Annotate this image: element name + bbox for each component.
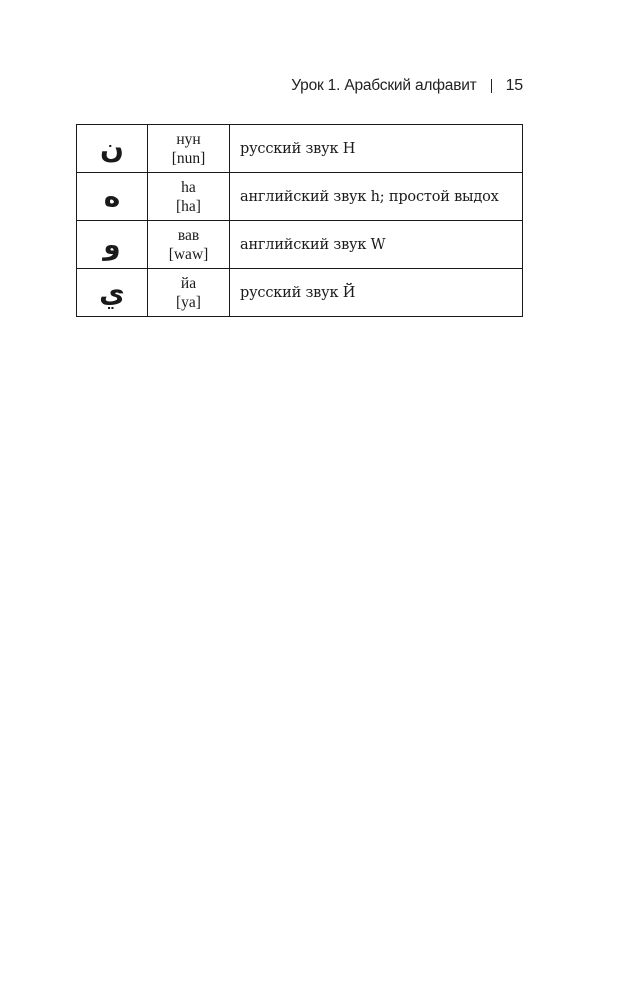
letter-description: русский звук Й [230,269,523,317]
letter-transliteration: [nun] [171,149,206,167]
arabic-glyph: ن [100,131,124,165]
arabic-glyph: ي [99,275,125,309]
header-separator [491,79,492,93]
letter-name: нун [176,130,201,148]
running-head [291,74,523,98]
arabic-letter [77,125,148,173]
letter-name-cell [148,173,230,221]
letter-name-cell [148,221,230,269]
letter-name: йа [180,274,197,292]
letter-name: ha [181,178,196,196]
arabic-glyph: و [103,227,121,261]
page-number: 15 [505,77,523,94]
arabic-letter [77,173,148,221]
letter-transliteration: [waw] [168,245,209,263]
letter-description: английский звук h; простой выдох [230,173,523,221]
letter-description: русский звук Н [230,125,523,173]
table-row [77,269,523,317]
arabic-glyph: ه [103,179,121,213]
letter-name-cell [148,269,230,317]
table-row [77,173,523,221]
letter-transliteration: [ha] [176,197,201,215]
letter-name: вав [177,226,200,244]
arabic-letter [77,221,148,269]
letter-name-cell [148,125,230,173]
alphabet-table [76,124,523,317]
arabic-letter [77,269,148,317]
chapter-title: Урок 1. Арабский алфавит [291,77,477,94]
letter-transliteration: [ya] [176,293,201,311]
letter-description: английский звук W [230,221,523,269]
table-row [77,125,523,173]
table-row [77,221,523,269]
